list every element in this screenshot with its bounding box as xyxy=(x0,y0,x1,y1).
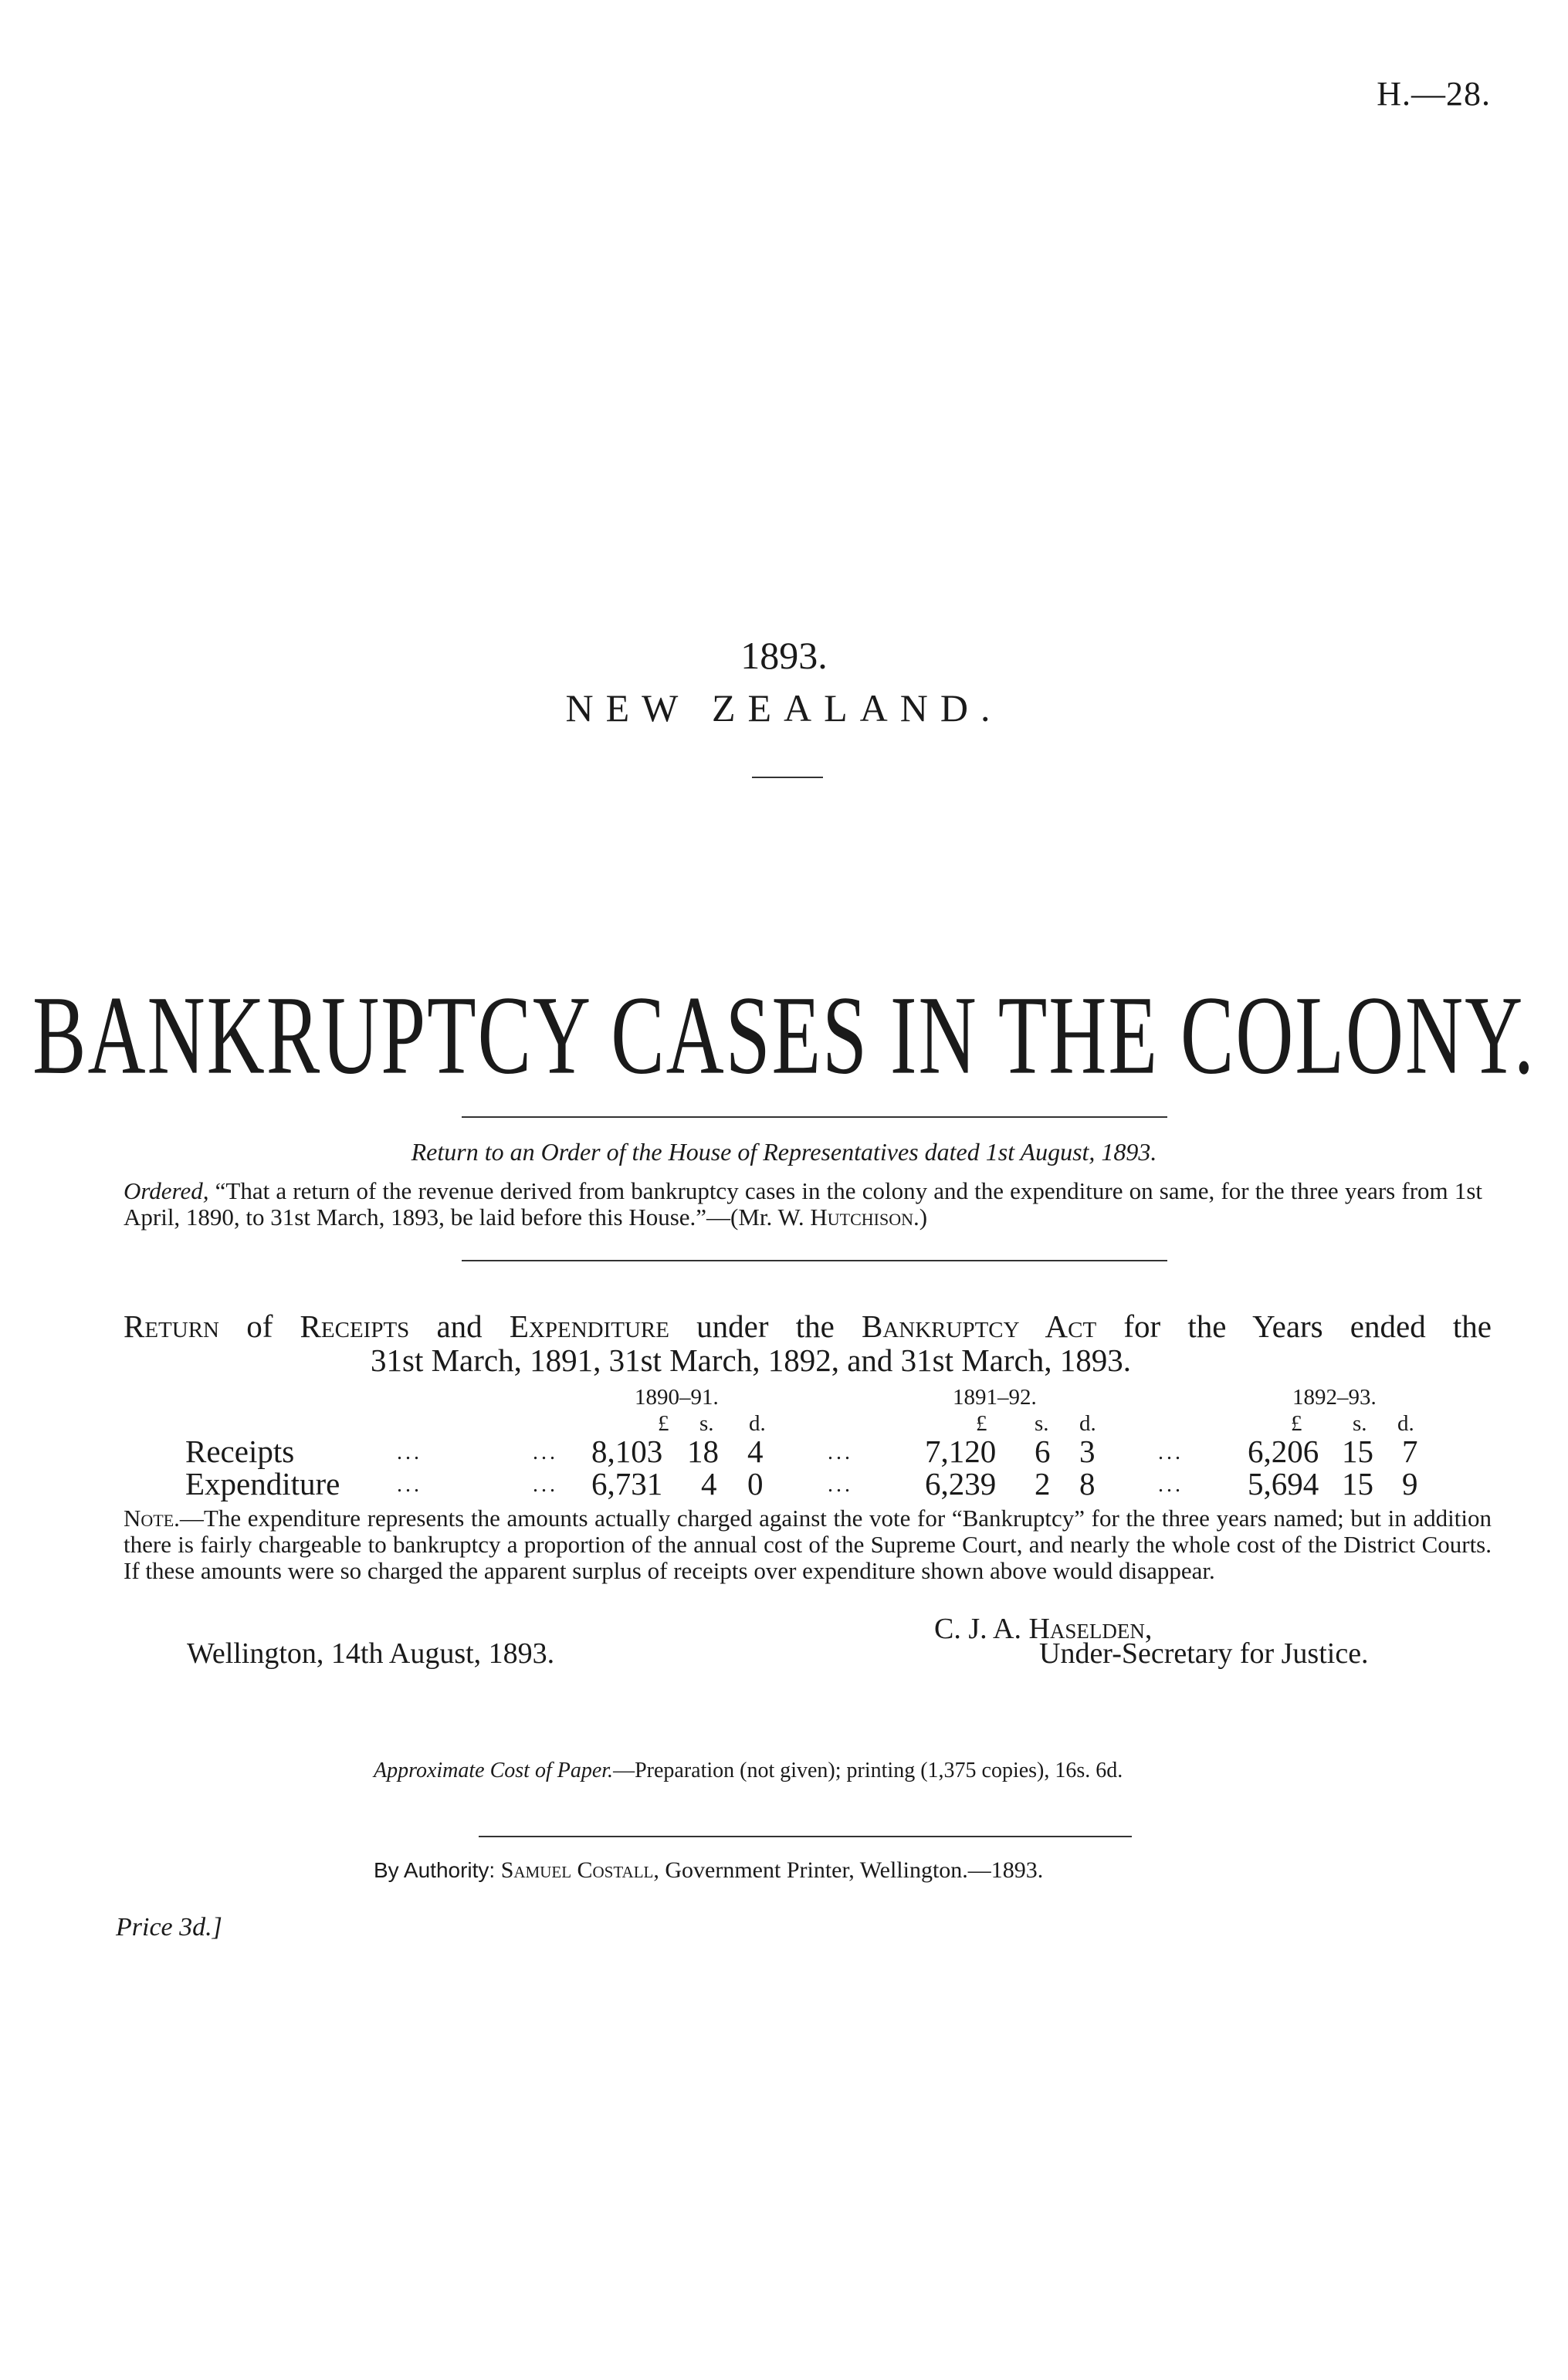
heading-receipts-word: Receipts xyxy=(300,1308,410,1344)
ordered-lead: Ordered, xyxy=(124,1177,209,1204)
pence-value: 7 xyxy=(1402,1434,1418,1469)
row-label: Receipts xyxy=(185,1434,295,1469)
pounds-value: 6,206 xyxy=(1248,1434,1319,1469)
shillings-value: 15 xyxy=(1342,1466,1373,1501)
year-header: 1891–92. xyxy=(953,1385,1037,1410)
signatory-title: Under-Secretary for Justice. xyxy=(1039,1637,1369,1670)
heading-and-word: and xyxy=(409,1308,510,1344)
year-heading: 1893. xyxy=(740,634,828,677)
shillings-value: 15 xyxy=(1342,1434,1373,1469)
pounds-value: 6,731 xyxy=(591,1466,663,1501)
heading-return-word: Return xyxy=(124,1308,220,1344)
ordered-text: “That a return of the revenue derived from bankruptcy cases in the colony and the expenditure on same, for the three years from 1st April, 1890, to 31st March, 1893, be laid before this House.”—(Mr. W. xyxy=(124,1177,1482,1231)
price: Price 3d.] xyxy=(116,1913,222,1942)
return-heading-line1 xyxy=(124,1309,1492,1343)
signatory-name-text: C. J. A. Haselden, xyxy=(934,1613,1153,1645)
heading-of-word: of xyxy=(219,1308,300,1344)
leader-dots: ... xyxy=(1158,1441,1184,1464)
shillings-value: 6 xyxy=(1035,1434,1051,1469)
table-year-headers xyxy=(0,1385,1568,1413)
row-label: Expenditure xyxy=(185,1466,340,1501)
paper-reference: H.—28. xyxy=(1377,75,1491,113)
pounds-unit: £ xyxy=(976,1411,987,1436)
pence-unit: d. xyxy=(749,1411,766,1436)
note-lead: Note. xyxy=(124,1505,180,1532)
cost-of-paper xyxy=(374,1759,1123,1783)
ordered-mover: Hutchison xyxy=(810,1204,914,1231)
order-divider xyxy=(462,1260,1167,1261)
leader-dots: ... xyxy=(1158,1473,1184,1497)
heading-under-word: under the xyxy=(669,1308,862,1344)
printer-name: Samuel Costall xyxy=(500,1857,654,1883)
table-row xyxy=(0,1465,1568,1501)
return-heading-line2: 31st March, 1891, 31st March, 1892, and 31st March, 1893. xyxy=(371,1342,1132,1378)
ordered-end: .) xyxy=(913,1204,928,1231)
shillings-unit: s. xyxy=(699,1411,714,1436)
pence-value: 9 xyxy=(1402,1466,1418,1501)
table-row xyxy=(0,1433,1568,1468)
authority-lead: By Authority: xyxy=(374,1858,496,1882)
pounds-unit: £ xyxy=(658,1411,669,1436)
short-divider xyxy=(752,777,823,778)
pence-unit: d. xyxy=(1397,1411,1414,1436)
year-header: 1892–93. xyxy=(1292,1385,1377,1410)
note-paragraph xyxy=(124,1505,1492,1584)
pounds-value: 8,103 xyxy=(591,1434,663,1469)
leader-dots: ... xyxy=(397,1441,422,1464)
order-return-line: Return to an Order of the House of Representatives dated 1st August, 1893. xyxy=(411,1138,1157,1166)
shillings-unit: s. xyxy=(1353,1411,1367,1436)
title-divider xyxy=(462,1116,1167,1118)
return-heading xyxy=(124,1309,1492,1377)
heading-act-word: Bankruptcy Act xyxy=(861,1308,1097,1344)
shillings-value: 2 xyxy=(1035,1466,1051,1501)
leader-dots: ... xyxy=(828,1473,853,1497)
place-date: Wellington, 14th August, 1893. xyxy=(187,1637,555,1670)
leader-dots: ... xyxy=(533,1473,558,1497)
cost-lead: Approximate Cost of Paper. xyxy=(374,1759,614,1782)
country-heading: NEW ZEALAND. xyxy=(565,686,1003,730)
pence-value: 4 xyxy=(747,1434,764,1469)
heading-expenditure-word: Expenditure xyxy=(509,1308,669,1344)
ordered-paragraph xyxy=(124,1178,1482,1231)
document-title: BANKRUPTCY CASES IN THE COLONY. xyxy=(32,973,1536,1098)
pence-unit: d. xyxy=(1079,1411,1096,1436)
pence-value: 8 xyxy=(1079,1466,1096,1501)
pence-value: 3 xyxy=(1079,1434,1096,1469)
shillings-value: 4 xyxy=(701,1466,717,1501)
year-header: 1890–91. xyxy=(635,1385,719,1410)
pence-value: 0 xyxy=(747,1466,764,1501)
shillings-unit: s. xyxy=(1035,1411,1049,1436)
leader-dots: ... xyxy=(828,1441,853,1464)
pounds-unit: £ xyxy=(1291,1411,1302,1436)
printer-authority xyxy=(374,1857,1043,1884)
pounds-value: 7,120 xyxy=(925,1434,997,1469)
shillings-value: 18 xyxy=(687,1434,719,1469)
authority-divider xyxy=(479,1836,1132,1837)
authority-rest: , Government Printer, Wellington.—1893. xyxy=(653,1857,1044,1883)
heading-tail: for the Years ended the xyxy=(1096,1308,1492,1344)
leader-dots: ... xyxy=(397,1473,422,1497)
pounds-value: 5,694 xyxy=(1248,1466,1319,1501)
pounds-value: 6,239 xyxy=(925,1466,997,1501)
cost-text: —Preparation (not given); printing (1,375 copies), 16s. 6d. xyxy=(613,1759,1123,1782)
note-text: —The expenditure represents the amounts actually charged against the vote for “Bankruptcy” for the three years named; but in addition there is fairly chargeable to bankruptcy a proportion of the annual cost of the Supreme Court, and nearly the whole cost of the District Courts. If these amounts were so charged the apparent surplus of receipts over expenditure shown above would disappear. xyxy=(124,1505,1492,1584)
leader-dots: ... xyxy=(533,1441,558,1464)
